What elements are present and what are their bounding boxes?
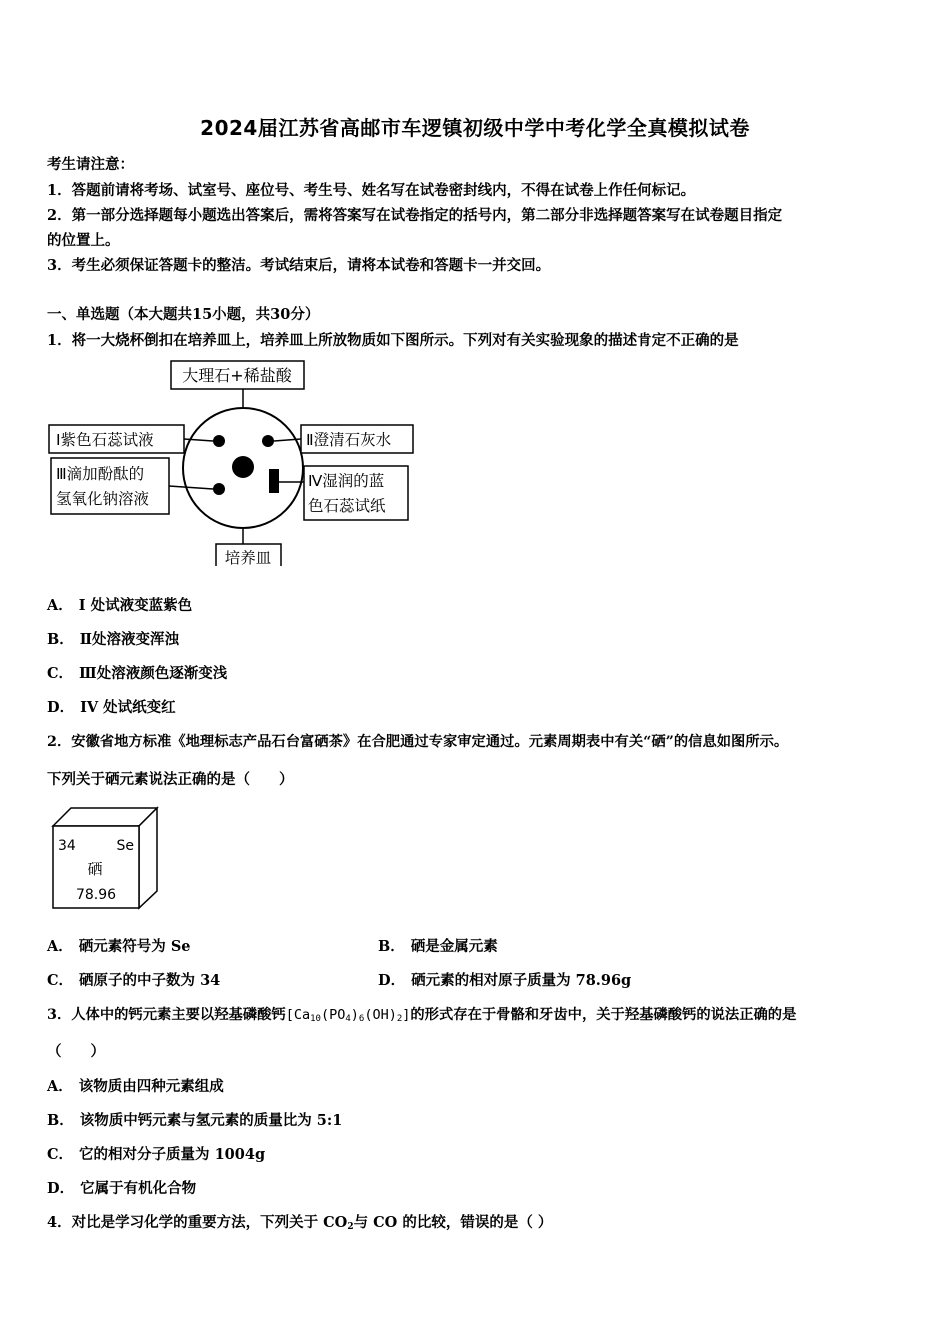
q1-stem: 1．将一大烧杯倒扣在培养皿上，培养皿上所放物质如下图所示。下列对有关实验现象的描述肯定不正确的是 [47,332,739,349]
formula-sub: 4 [345,1014,351,1024]
element-number: 34 [58,838,76,854]
q3-option-c[interactable] [47,1143,265,1164]
marble-dot [232,456,254,478]
option-text: 它属于有机化合物 [80,1180,197,1197]
label-2: Ⅱ澄清石灰水 [306,431,392,449]
formula-part: ] [402,1007,411,1023]
option-text: 硒原子的中子数为 34 [79,972,221,989]
q4-stem-sub: 2 [347,1222,354,1232]
q2-option-b[interactable] [378,935,498,956]
option-label: B． [47,1112,74,1129]
notice-heading: 考生请注意： [47,156,134,173]
element-mass: 78.96 [75,887,117,903]
notice-item-1: 1．答题前请将考场、试室号、座位号、考生号、姓名写在试卷密封线内，不得在试卷上作任何标记。 [47,182,696,199]
chemical-formula [286,1007,411,1023]
formula-sub: 6 [358,1014,365,1024]
element-name: 硒 [87,860,103,878]
q3-stem-line-1 [47,1004,796,1024]
option-label: A． [47,597,73,614]
option-text: 该物质由四种元素组成 [78,1078,224,1095]
test-paper [269,469,279,493]
option-text: 硒元素的相对原子质量为 78.96g [411,972,632,989]
option-label: C． [47,665,74,682]
q1-option-a[interactable] [47,594,192,615]
element-card [50,805,162,911]
q3-option-a[interactable] [47,1075,224,1096]
option-label: D． [378,972,406,989]
dot-1 [213,435,225,447]
label-4-line-1: Ⅳ湿润的蓝 [308,472,385,490]
option-label: B． [378,938,405,955]
q2-option-c[interactable] [47,969,220,990]
label-3-line-1: Ⅲ滴加酚酞的 [56,465,145,483]
formula-part: (OH) [364,1007,397,1023]
q1-option-c[interactable] [47,662,227,683]
q3-option-d[interactable] [47,1177,196,1198]
q3-stem-paren: （ ） [47,1043,105,1060]
label-4-line-2: 色石蕊试纸 [308,497,386,515]
option-label: B． [47,631,74,648]
q3-stem-pre: 3．人体中的钙元素主要以羟基磷酸钙 [47,1007,286,1023]
formula-sub: 10 [310,1014,321,1024]
option-text: 硒是金属元素 [410,938,498,955]
q2-option-d[interactable] [378,969,631,990]
q2-stem-line-1: 2．安徽省地方标准《地理标志产品石台富硒茶》在合肥通过专家审定通过。元素周期表中有关“硒”的信息如图所示。 [47,734,789,750]
q4-stem-pre: 4．对比是学习化学的重要方法，下列关于 CO [47,1214,348,1231]
q3-stem-post: 的形式存在于骨骼和牙齿中，关于羟基磷酸钙的说法正确的是 [410,1007,797,1023]
option-text: Ⅲ处溶液颜色逐渐变浅 [79,665,228,682]
option-text: Ⅱ处溶液变浑浊 [79,631,179,648]
element-symbol: Se [116,838,134,854]
q1-option-b[interactable] [47,628,179,649]
option-text: 它的相对分子质量为 1004g [79,1146,266,1163]
formula-part: [Ca [285,1007,311,1023]
formula-sub: 2 [396,1014,403,1024]
option-text: I 处试液变蓝紫色 [78,597,193,614]
formula-part: ) [350,1007,359,1023]
q4-stem [47,1211,552,1232]
notice-item-2: 2．第一部分选择题每小题选出答案后，需将答案写在试卷指定的括号内，第二部分非选择题答案写在试卷题目指定 [47,207,783,224]
q3-option-b[interactable] [47,1109,342,1130]
page-title: 2024届江苏省高邮市车逻镇初级中学中考化学全真模拟试卷 [200,116,750,140]
notice-item-3: 3．考生必须保证答题卡的整洁。考试结束后，请将本试卷和答题卡一并交回。 [47,257,551,274]
option-label: D． [47,1180,75,1197]
label-1: Ⅰ紫色石蕊试液 [56,431,154,449]
option-label: A． [47,938,73,955]
option-label: C． [47,1146,74,1163]
dot-3 [213,483,225,495]
bottom-label: 培养皿 [224,549,272,566]
option-text: 该物质中钙元素与氢元素的质量比为 5:1 [79,1112,343,1129]
q2-option-a[interactable] [47,935,191,956]
q4-stem-post: 与 CO 的比较，错误的是（ ） [353,1214,553,1231]
option-label: D． [47,699,75,716]
option-label: A． [47,1078,73,1095]
formula-part: (PO [320,1007,346,1023]
q2-stem-line-2: 下列关于硒元素说法正确的是（ ） [47,771,294,788]
dot-2 [262,435,274,447]
notice-item-2-cont: 的位置上。 [47,232,120,249]
option-label: C． [47,972,74,989]
element-card-side [139,808,157,908]
option-text: 硒元素符号为 Se [78,938,191,955]
section-heading: 一、单选题（本大题共15小题，共30分） [47,306,320,323]
petri-dish-diagram [46,358,418,566]
q1-option-d[interactable] [47,696,176,717]
label-3-line-2: 氢氧化钠溶液 [56,490,150,508]
option-text: IV 处试纸变红 [80,699,176,716]
top-label: 大理石+稀盐酸 [182,366,292,385]
